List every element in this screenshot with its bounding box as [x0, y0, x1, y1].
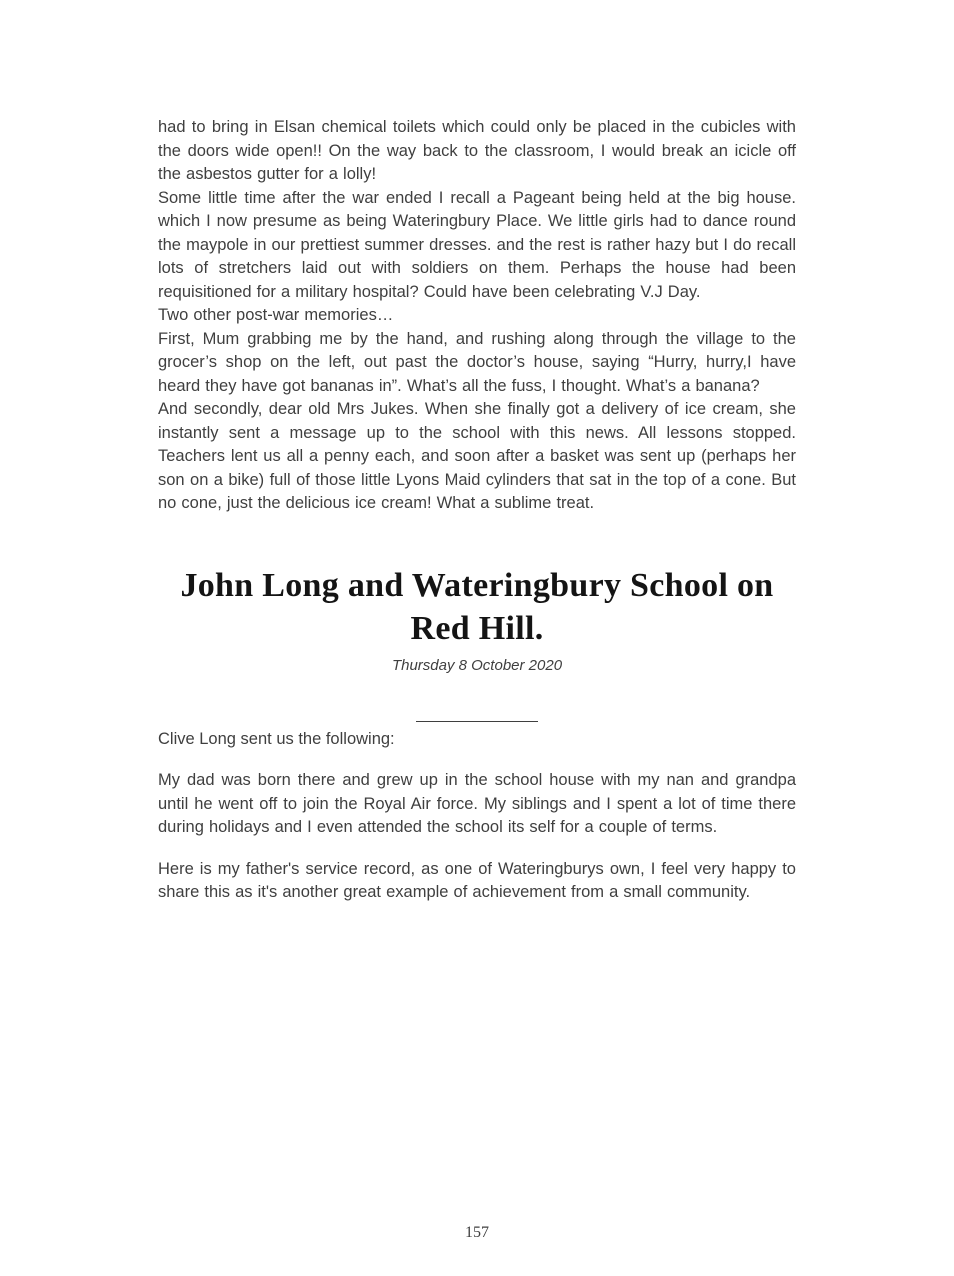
memoir-paragraph: First, Mum grabbing me by the hand, and rushing along through the village to the grocer’s shop on the left, out past the doctor’s house, saying “Hurry, hurry,I have heard they have got bananas in”. What’s all the fuss, I thought. What’s a banana? [158, 329, 796, 395]
memoir-paragraph: Some little time after the war ended I recall a Pageant being held at the big house. which I now presume as being Wateringbury Place. We little girls had to dance round the maypole in our prettiest summer dresses. and the rest is rather hazy but I do recall lots of stretchers laid out with soldiers on them. Perhaps the house had been requisitioned for a military hospital? Could have been celebrating V.J Day. [158, 188, 796, 301]
memoir-paragraph: had to bring in Elsan chemical toilets which could only be placed in the cubicles with the doors wide open!! On the way back to the classroom, I would break an icicle off the asbestos gutter for a lolly! [158, 118, 796, 183]
article-date: Thursday 8 October 2020 [391, 656, 563, 674]
article-paragraph: My dad was born there and grew up in the school house with my nan and grandpa until he went off to join the Royal Air force. My siblings and I spent a lot of time there during holidays and I even attended the school its self for a couple of terms. [158, 771, 796, 836]
page-content [158, 116, 796, 905]
memoir-section [158, 116, 796, 516]
page-number: 157 [465, 1224, 489, 1241]
memoir-paragraph: Two other post-war memories… [158, 306, 394, 324]
article-intro: Clive Long sent us the following: [158, 729, 395, 748]
section-divider [416, 721, 538, 722]
article-paragraph: Here is my father's service record, as one of Wateringburys own, I feel very happy to share this as it's another great example of achievement from a small community. [158, 859, 796, 901]
memoir-paragraph: And secondly, dear old Mrs Jukes. When she finally got a delivery of ice cream, she instantly sent a message up to the school with this news. All lessons stopped. Teachers lent us all a penny each, and soon after a basket was sent up (perhaps her son on a bike) full of those little Lyons Maid cylinders that sat in the top of a cone. But no cone, just the delicious ice cream! What a sublime treat. [158, 400, 796, 512]
article-title: John Long and Wateringbury School on Red Hill. [180, 566, 774, 647]
